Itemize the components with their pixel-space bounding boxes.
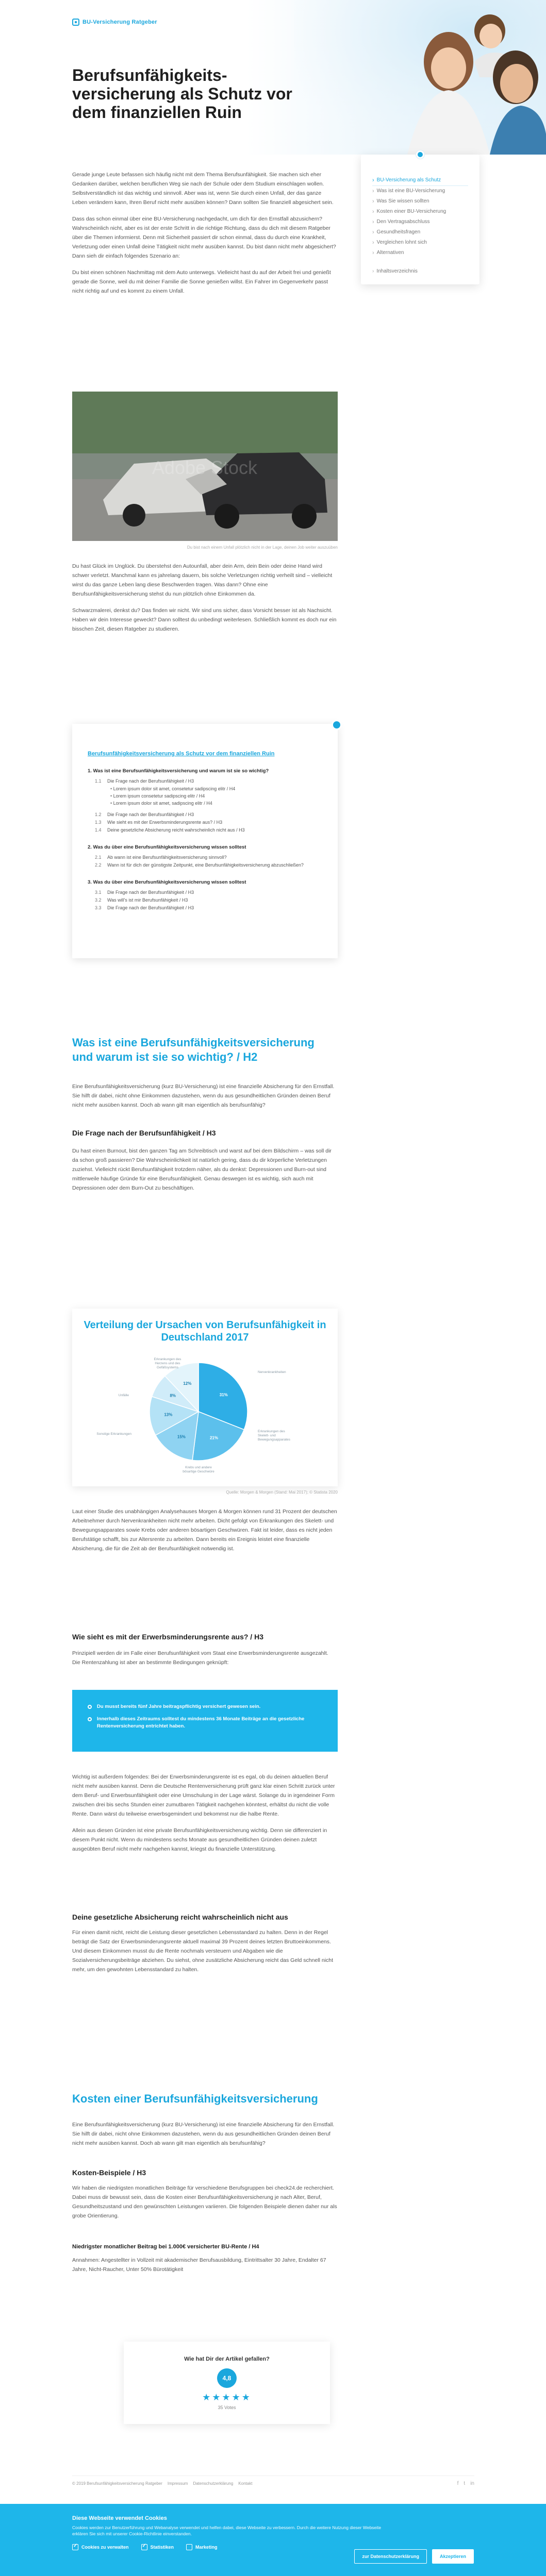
footer-link-datenschutz[interactable]: Datenschutzerklärung: [193, 2481, 234, 2486]
hero-family-photo: [294, 0, 546, 155]
highlight-item: Du musst bereits fünf Jahre beitragspflichtig versichert gewesen sein.: [88, 1703, 322, 1710]
article-table-of-contents: [72, 724, 338, 958]
cookie-text: Cookies werden zur Benutzerführung und Webanalyse verwendet und helfen dabei, diese Webseite zu verbessern. Durch die weitere Nutzung dieser Webseite erklären Sie sich mit unserer Cookie-Richtlinie einverstanden.: [72, 2525, 382, 2536]
section1c-paragraph-3: Für einen damit nicht, reicht die Leistung dieser gesetzlichen Lebensstandard zu halten. Denn in der Regel beträgt die Satz der Erwerbsminderungsrente aktuell maximal 39 Prozent deines letzten Bruttoeinkommens. Und diesem Einkommen musst du die Rente nochmals versteuern und Abgaben wie die Sozialversicherungsbeiträge abziehen. Du siehst, ohne zusätzliche Absicherung reicht das Geld schnell nicht mehr, um den gewohnten Lebensstandard zu halten.: [72, 1929, 334, 1973]
cookie-option-marketing[interactable]: Marketing: [186, 2544, 218, 2550]
page-footer: [72, 2476, 474, 2487]
section1b-text-2: [72, 1649, 338, 1674]
section1c-text: [72, 1772, 338, 1861]
intro-paragraph-1: Gerade junge Leute befassen sich häufig nicht mit dem Thema Berufsunfähigkeit. Sie machen sich eher Gedanken darüber, welchen beruflichen Weg sie nach der Schule oder dem Studium einschlagen wollen. Selbstverständlich ist das wichtig und sinnvoll. Aber was ist, wenn Sie durch einen Unfall, der das ganze Leben verändern kann, Ihren Beruf nicht mehr ausüben können? Dann sollten Sie finanziell abgesichert sein.: [72, 172, 334, 206]
pie-value-label: 13%: [164, 1412, 173, 1417]
facebook-icon[interactable]: f: [457, 2481, 459, 2486]
section1c-paragraph-1: Wichtig ist außerdem folgendes: Bei der Erwerbsminderungsrente ist es egal, ob du deinen aktuellen Beruf nicht mehr ausüben kannst. Denn die Deutsche Rentenversicherung prüft ganz klar einen Schritt zurück unter dem Beruf- und Erwerbsunfähigkeit oder eine Umschulung in der Lage wärst. Solange du in irgendeiner Form zwischen drei bis sechs Stunden einer zumutbaren Tätigkeit nachgehen könntest, erhältst du nicht die volle Rente. Dann wärst du teilweise erwerbsgemindert und bekommst nur die halbe Rente.: [72, 1774, 335, 1817]
rating-vote-count: 35 Votes: [218, 2405, 236, 2410]
section2-paragraph-2: Wir haben die niedrigsten monatlichen Beiträge für verschiedene Berufsgruppen bei check24.de recherchiert. Dabei muss dir bewusst sein, dass die Kosten einer Berufsunfähigkeitsversicherung je nach Alter, Beruf, Gesundheitszustand und den gewünschten Leistungen variieren. Die folgenden Beispiele dienen daher nur als grobe Orientierung.: [72, 2185, 337, 2219]
intro-paragraph-3: Du bist einen schönen Nachmittag mit dem Auto unterwegs. Vielleicht hast du auf der Arbeit frei und genießt gerade die Sonne, weil du mit deiner Familie die Sonne genießen willst. Ein Fahrer im Gegenverkehr passt nicht richtig auf und es kommt zu einem Unfall.: [72, 269, 331, 294]
pie-category-label: Sonstige Erkrankungen: [96, 1432, 131, 1436]
chart-title: Verteilung der Ursachen von Berufsunfähigkeit in Deutschland 2017: [84, 1319, 326, 1343]
section-heading-kosten: Kosten einer Berufsunfähigkeitsversicherung: [72, 2092, 318, 2105]
section1c-text-2: [72, 1928, 338, 1981]
section1-paragraph-1: Eine Berufsunfähigkeitsversicherung (kurz BU-Versicherung) ist eine finanzielle Absicherung für den Ernstfall. Sie hilft dir dabei, nicht ohne Einkommen dazustehen, wenn du aus gesundheitlichen Gründen deinen Beruf nicht mehr ausüben kannst. Doch ab wann gilt man eigentlich als berufsunfähig?: [72, 1083, 335, 1108]
section2-paragraph-3: Annahmen: Angestellter in Vollzeit mit akademischer Berufsausbildung, Eintrittsalter 30 Jahre, Endalter 67 Jahre, Nicht-Raucher, Unter 50% Bürotätigkeit: [72, 2257, 326, 2273]
svg-text:Adobe Stock: Adobe Stock: [152, 457, 258, 478]
privacy-policy-button[interactable]: zur Datenschutzerklärung: [354, 2549, 427, 2564]
toc-row[interactable]: 3.2 Was will's ist mir Berufsunfähigkeit / H3: [95, 897, 188, 903]
car-accident-image: [72, 392, 338, 541]
pie-category-label: Krebs und andere bösartige Geschwüre: [183, 1466, 214, 1473]
checkbox-icon[interactable]: [141, 2544, 147, 2550]
rating-score-badge: 4,8: [217, 2368, 237, 2388]
article-rating-widget: [124, 2342, 330, 2424]
toc-item-bu-schutz[interactable]: › BU-Versicherung als Schutz: [372, 175, 468, 186]
section2-text-3: [72, 2256, 338, 2281]
checkbox-icon[interactable]: [72, 2544, 78, 2550]
toc-footer-link[interactable]: › Inhaltsverzeichnis: [372, 268, 418, 274]
cookie-title: Diese Webseite verwendet Cookies: [72, 2515, 167, 2521]
section-heading-was-ist: Was ist eine Berufsunfähigkeitsversicherung und warum ist sie so wichtig? / H2: [72, 1036, 315, 1063]
pie-value-label: 15%: [177, 1434, 186, 1439]
checkbox-icon[interactable]: [186, 2544, 192, 2550]
toc-section-heading[interactable]: 2. Was du über eine Berufsunfähigkeitsversicherung wissen solltest: [88, 844, 246, 850]
pie-value-label: 12%: [183, 1381, 192, 1386]
section1c-paragraph-2: Allein aus diesen Gründen ist eine private Berufsunfähigkeitsversicherung wichtig. Denn sie differenziert in diesem Punkt nicht. Wenn du mindestens sechs Monate aus gesundheitlichen Gründen deinen zuletzt ausgeübten Beruf nicht mehr nachgehen kannst, kriegst du finanzielle Unterstützung.: [72, 1827, 327, 1852]
cookie-consent-banner: [0, 2504, 546, 2576]
pie-category-label: Unfälle: [118, 1394, 129, 1397]
toc-row[interactable]: 2.1 Ab wann ist eine Berufsunfähigkeitsversicherung sinnvoll?: [95, 855, 227, 860]
toc-item-kosten[interactable]: › Kosten einer BU-Versicherung: [372, 207, 468, 217]
bullet-icon: [88, 1705, 92, 1709]
subheading-niedrigster-beitrag: Niedrigster monatlicher Beitrag bei 1.000€ versicherter BU-Rente / H4: [72, 2244, 259, 2250]
toc-section-2: [88, 844, 322, 869]
intro-text: [72, 170, 338, 303]
section2-paragraph-1: Eine Berufsunfähigkeitsversicherung (kurz BU-Versicherung) ist eine finanzielle Absicherung für den Ernstfall. Sie hilft dir dabei, nicht ohne Einkommen dazustehen, wenn du aus gesundheitlichen Gründen deinen Beruf nicht mehr ausüben kannst. Doch ab wann gilt man eigentlich als berufsunfähig?: [72, 2122, 335, 2146]
cookie-option-manage[interactable]: ✓ Cookies zu verwalten: [72, 2544, 129, 2550]
after-image-paragraph-1: Du hast Glück im Unglück. Du überstehst den Autounfall, aber dein Arm, dein Bein oder deine Hand wird schwer verletzt. Manchmal kann es jahrelang dauern, bis solche Verletzungen richtig verheilt sind – vielleicht wirst du das ganze Leben lang diese Beschwerden tragen. Was dann? Ohne eine Berufsunfähigkeitsversicherung stehst du nun plötzlich ohne Einkommen da.: [72, 563, 333, 597]
pie-value-label: 21%: [209, 1435, 218, 1440]
image-caption: Du bist nach einem Unfall plötzlich nicht in der Lage, deinen Job weiter auszuüben: [187, 545, 338, 550]
toc-item-gesundheit[interactable]: › Gesundheitsfragen: [372, 227, 468, 238]
toc-row[interactable]: 3.3 Die Frage nach der Berufsunfähigkeit / H3: [95, 905, 194, 910]
toc-row[interactable]: 1.1 Die Frage nach der Berufsunfähigkeit / H3: [95, 778, 194, 784]
toc-row[interactable]: 1.4 Deine gesetzliche Absicherung reicht wahrscheinlich nicht aus / H3: [95, 827, 245, 833]
toc-item-alternativen[interactable]: › Alternativen: [372, 248, 468, 258]
toc-item-was-ist[interactable]: › Was ist eine BU-Versicherung: [372, 186, 468, 196]
footer-link-kontakt[interactable]: Kontakt: [238, 2481, 253, 2486]
pie-value-label: 8%: [170, 1393, 176, 1398]
intro-paragraph-2: Dass das schon einmal über eine BU-Versicherung nachgedacht, um dich für den Ernstfall abzusichern? Wahrscheinlich nicht, aber es ist der erste Schritt in die richtige Richtung, dass du dich mit diesem Ratgeber über die Themen informierst. Denn mit Sicherheit passiert dir schon einmal, dass du durch eine Krankheit, Verletzung oder einen Unfall deine Tätigkeit nicht mehr ausüben kannst. Du bist dann nicht mehr abgesichert? Dann sieh dir einfach folgendes Szenario an:: [72, 216, 336, 259]
footer-link-impressum[interactable]: Impressum: [167, 2481, 188, 2486]
toc-badge-icon: [332, 720, 342, 730]
section1b-paragraph-2: Prinzipiell werden dir im Falle einer Berufsunfähigkeit vom Staat eine Erwerbsminderungsrente ausgezahlt. Die Rentenzahlung ist aber an bestimmte Bedingungen geknüpft:: [72, 1650, 328, 1666]
logo-text: BU-Versicherung Ratgeber: [82, 19, 157, 25]
sidebar-toc: [361, 155, 479, 284]
after-image-text: [72, 562, 338, 641]
subheading-kosten-beispiele: Kosten-Beispiele / H3: [72, 2168, 146, 2177]
toc-row[interactable]: 3.1 Die Frage nach der Berufsunfähigkeit / H3: [95, 890, 194, 895]
toc-item-wissen[interactable]: › Was Sie wissen sollten: [372, 196, 468, 207]
chart-source-caption: Quelle: Morgen & Morgen (Stand: Mai 2017); © Statista 2020: [226, 1490, 338, 1495]
section1-paragraph-2: Du hast einen Burnout, bist den ganzen Tag am Schreibtisch und warst auf bei dem Bildschirm – was soll dir da schon groß passieren? Die Wahrscheinlichkeit ist natürlich gering, dass du dir körperliche Verletzungen zuziehst. Vielleicht rückt Berufsunfähigkeit trotzdem näher, als du denkst: Depressionen und Burn-out sind mittlerweile häufige Gründe für eine Berufsunfähigkeit. Genau deswegen ist es wichtig, sich auch mit Depressionen oder dem Burn-Out zu beschäftigen.: [72, 1148, 332, 1191]
cookie-option-statistics[interactable]: ✓ Statistiken: [141, 2544, 174, 2550]
toc-row[interactable]: 2.2 Wann ist für dich der günstigste Zeitpunkt, eine Berufsunfähigkeitsversicherung abzuschließen?: [95, 862, 304, 868]
toc-section-heading[interactable]: 3. Was du über eine Berufsunfähigkeitsversicherung wissen solltest: [88, 879, 246, 885]
toc-section-3: [88, 879, 322, 912]
toc-item-vertrag[interactable]: › Den Vertragsabschluss: [372, 217, 468, 227]
rating-question: Wie hat Dir der Artikel gefallen?: [184, 2356, 270, 2362]
after-image-paragraph-2: Schwarzmalerei, denkst du? Das finden wir nicht. Wir sind uns sicher, dass Vorsicht besser ist als Nachsicht. Haben wir dein Interesse geweckt? Dann solltest du unbedingt weiterlesen. Schließlich kommt es doch nur ein bisschen Zeit, diesen Ratgeber zu studieren.: [72, 607, 337, 632]
linkedin-icon[interactable]: in: [470, 2481, 474, 2486]
conditions-highlight-box: [72, 1690, 338, 1752]
section1b-text: [72, 1507, 338, 1561]
toc-row[interactable]: 1.2 Die Frage nach der Berufsunfähigkeit / H3: [95, 812, 194, 817]
article-toc-title[interactable]: Berufsunfähigkeitsversicherung als Schutz vor dem finanziellen Ruin: [88, 751, 275, 757]
section2-text-2: [72, 2183, 338, 2228]
site-logo[interactable]: [72, 19, 157, 26]
toc-sub-item[interactable]: • Lorem ipsum dolor sit amet, sadipscing elitr / H4: [88, 800, 322, 807]
accept-cookies-button[interactable]: Akzeptieren: [432, 2549, 474, 2564]
pie-category-label: Erkrankungen des Herzens und des Gefäßsystems: [154, 1358, 181, 1369]
section1-text: [72, 1082, 338, 1117]
pie-value-label: 31%: [219, 1392, 228, 1397]
subheading-absicherung: Deine gesetzliche Absicherung reicht wahrscheinlich nicht aus: [72, 1913, 288, 1921]
subheading-erwerbsminderungsrente: Wie sieht es mit der Erwerbsminderungsrente aus? / H3: [72, 1633, 263, 1641]
section1b-paragraph-1: Laut einer Studie des unabhängigen Analysehauses Morgen & Morgen können rund 31 Prozent der deutschen Arbeitnehmer durch Nervenkrankheiten nicht mehr arbeiten. Dicht gefolgt von Erkrankungen des Skelett- und Bewegungsapparates sowie Krebs oder anderen bösartigen Geschwüren. Fakt ist leider, dass es nicht jeden Berufstätige schafft, bis zur Altersrente zu arbeiten. Dann bereits ein Ereignis leistet eine finanzielle Absicherung, die für die Zeit ab der Berufsunfähigkeit notwendig ist.: [72, 1509, 337, 1552]
section1-text-2: [72, 1146, 338, 1200]
toc-section-heading[interactable]: 1. Was ist eine Berufsunfähigkeitsversicherung und warum ist sie so wichtig?: [88, 768, 269, 774]
pie-category-label: Erkrankungen des Skelett- und Bewegungsapparates: [258, 1430, 290, 1442]
toc-section-1: [88, 768, 322, 834]
footer-copyright: © 2019 Berufsunfähigkeitsversicherung Ratgeber: [72, 2481, 162, 2486]
logo-icon: [72, 19, 79, 26]
star-rating-input[interactable]: ★★★★★: [202, 2392, 252, 2402]
toc-sub-item[interactable]: • Lorem ipsum consetetur sadipscing elitr / H4: [88, 792, 322, 800]
pie-chart-card: [72, 1309, 338, 1486]
pie-chart: [72, 1309, 338, 1486]
twitter-icon[interactable]: t: [464, 2481, 466, 2486]
highlight-item: Innerhalb dieses Zeitraums solltest du mindestens 36 Monate Beiträge an die gesetzliche Rentenversicherung entrichtet haben.: [88, 1716, 322, 1730]
pie-category-label: Nervenkrankheiten: [258, 1370, 286, 1374]
toc-item-vergleich[interactable]: › Vergleichen lohnt sich: [372, 238, 468, 248]
subheading-berufsunfaehigkeit: Die Frage nach der Berufsunfähigkeit / H3: [72, 1129, 216, 1137]
toc-marker-icon: [416, 150, 424, 159]
bullet-icon: [88, 1717, 92, 1721]
toc-sub-item[interactable]: • Lorem ipsum dolor sit amet, consetetur sadipscing elitr / H4: [88, 785, 322, 792]
toc-row[interactable]: 1.3 Wie sieht es mit der Erwerbsminderungsrente aus? / H3: [95, 820, 223, 825]
page-title: Berufsunfähigkeits-versicherung als Schutz vor dem finanziellen Ruin: [72, 66, 292, 122]
section2-text: [72, 2120, 338, 2155]
hero: [0, 0, 546, 155]
